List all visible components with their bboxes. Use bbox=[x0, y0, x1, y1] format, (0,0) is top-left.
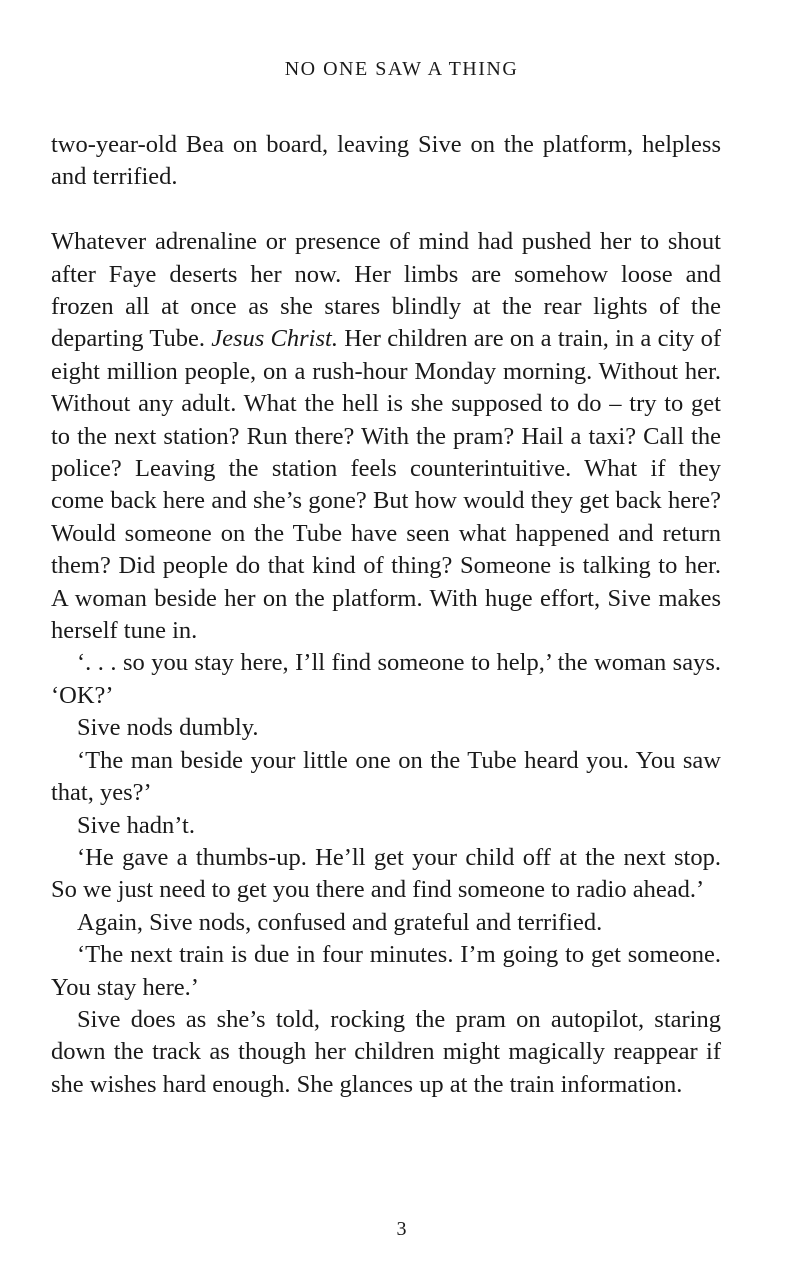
paragraph: Sive hadn’t. bbox=[77, 811, 195, 839]
paragraph: two-year-old Bea on board, leaving Sive on the platform, helpless and terrified. bbox=[51, 131, 721, 191]
paragraph: Sive does as she’s told, rocking the pram on autopilot, staring down the track as though her children might magically reappear if she wishes hard enough. She glances up at the train information. bbox=[51, 1005, 721, 1098]
body-text bbox=[51, 129, 721, 1101]
running-head: NO ONE SAW A THING bbox=[284, 58, 519, 80]
paragraph-text: Her children are on a train, in a city of eight million people, on a rush-hour Monday morning. Without her. Without any adult. What the hell is she supposed to do – try to get to the next station? Run there? With the pram? Hail a taxi? Call the police? Leaving the station feels counterintuitive. What if they come back here and she’s gone? But how would they get back here? Would someone on the Tube have seen what happened and return them? Did people do that kind of thing? Someone is talking to her. A woman beside her on the platform. With huge effort, Sive makes herself tune in. bbox=[51, 325, 721, 645]
paragraph: Again, Sive nods, confused and grateful and terrified. bbox=[77, 908, 603, 936]
italic-phrase: Jesus Christ. bbox=[211, 325, 338, 353]
paragraph: ‘. . . so you stay here, I’ll find someone to help,’ the woman says. ‘OK?’ bbox=[51, 649, 721, 709]
paragraph: Sive nods dumbly. bbox=[77, 714, 259, 742]
page-number: 3 bbox=[396, 1218, 407, 1240]
paragraph bbox=[51, 226, 721, 647]
paragraph: ‘The man beside your little one on the Tube heard you. You saw that, yes?’ bbox=[51, 746, 721, 807]
section-break bbox=[51, 194, 721, 226]
paragraph: ‘He gave a thumbs-up. He’ll get your child off at the next stop. So we just need to get you there and find someone to radio ahead.’ bbox=[51, 843, 721, 904]
paragraph-text: Whatever adrenaline or presence of mind had pushed her to shout after Faye deserts her now. Her limbs are somehow loose and frozen all at once as she stares blindly at the rear lights of the departing Tube. bbox=[51, 228, 721, 353]
paragraph: ‘The next train is due in four minutes. I’m going to get someone. You stay here.’ bbox=[51, 941, 721, 1001]
